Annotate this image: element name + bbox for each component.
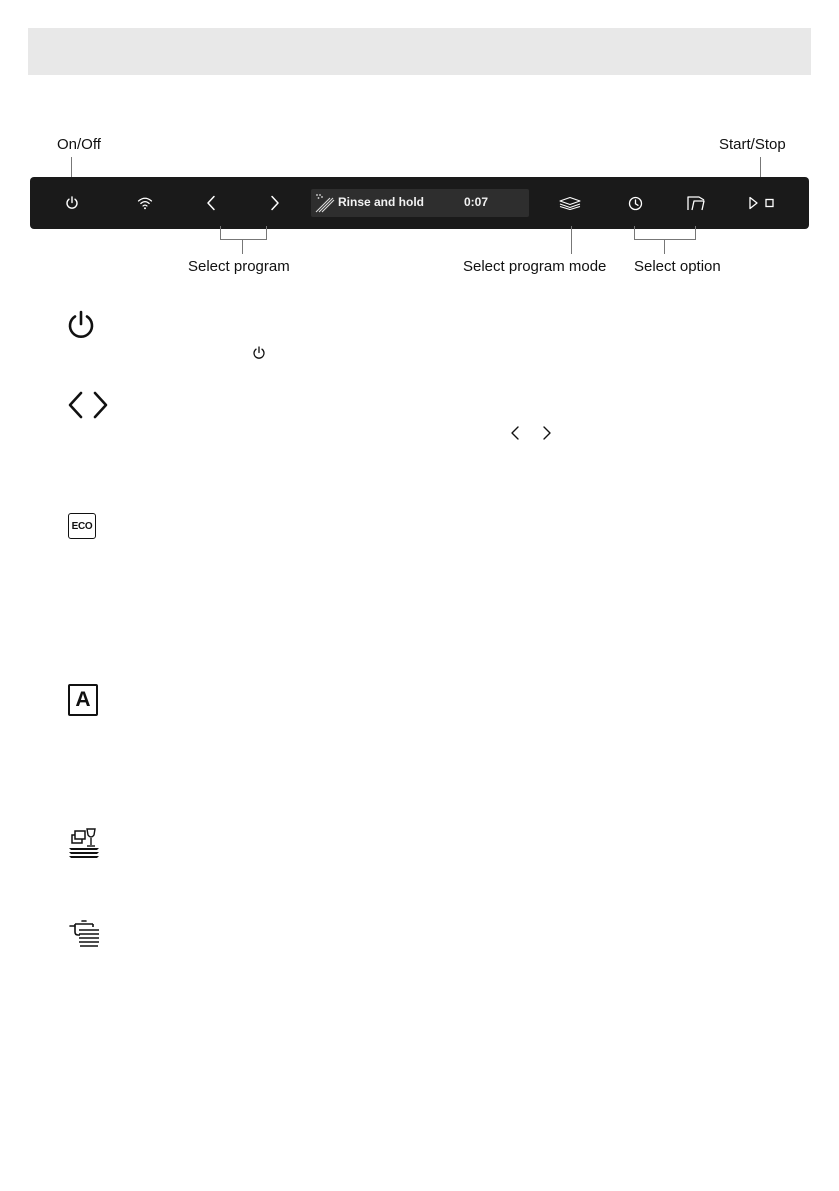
power-button[interactable]: [60, 177, 84, 229]
power-icon: [252, 346, 266, 360]
wifi-icon: [137, 196, 153, 210]
chevron-left-icon: [509, 425, 521, 441]
select-program-bracket: [220, 239, 267, 240]
control-panel: [30, 177, 809, 229]
start-stop-button[interactable]: [746, 177, 776, 229]
option-button[interactable]: [685, 177, 707, 229]
header-bar: [28, 28, 811, 75]
select-option-bracket: [634, 239, 696, 240]
dishes-glass-icon: [66, 826, 102, 862]
layers-icon: [558, 196, 582, 210]
chevrons-left-right-icon: [66, 390, 110, 420]
on-off-label: On/Off: [57, 136, 101, 153]
eco-icon: [68, 513, 96, 539]
select-option-bracket-left: [634, 226, 635, 239]
select-program-bracket-left: [220, 226, 221, 239]
program-mode-button[interactable]: [557, 177, 583, 229]
chevron-right-icon: [270, 195, 280, 211]
chevron-left-icon: [206, 195, 216, 211]
power-icon: [65, 196, 79, 210]
select-mode-callout: [571, 226, 572, 254]
auto-icon: [68, 684, 98, 716]
auto-icon-text: A: [75, 688, 91, 711]
program-time: 0:07: [464, 195, 489, 209]
select-option-callout: [664, 239, 665, 254]
select-program-label: Select program: [188, 258, 290, 275]
start-stop-label: Start/Stop: [719, 136, 786, 153]
play-stop-icon: [746, 196, 776, 210]
select-option-bracket-right: [695, 226, 696, 239]
door-open-icon: [686, 195, 706, 211]
pots-pans-icon: [66, 918, 102, 950]
previous-program-button[interactable]: [202, 177, 220, 229]
clock-icon: [628, 196, 643, 211]
select-program-mode-label: Select program mode: [463, 258, 607, 275]
select-program-bracket-right: [266, 226, 267, 239]
delay-start-button[interactable]: [626, 177, 644, 229]
rinse-hold-icon: [314, 192, 336, 214]
chevron-right-icon: [541, 425, 553, 441]
power-icon: [66, 310, 96, 340]
select-option-label: Select option: [634, 258, 721, 275]
next-program-button[interactable]: [266, 177, 284, 229]
wifi-button[interactable]: [134, 177, 156, 229]
eco-icon-text: ECO: [71, 520, 93, 532]
select-program-callout: [242, 239, 243, 254]
program-display: [311, 189, 529, 217]
program-name: Rinse and hold: [338, 195, 425, 209]
